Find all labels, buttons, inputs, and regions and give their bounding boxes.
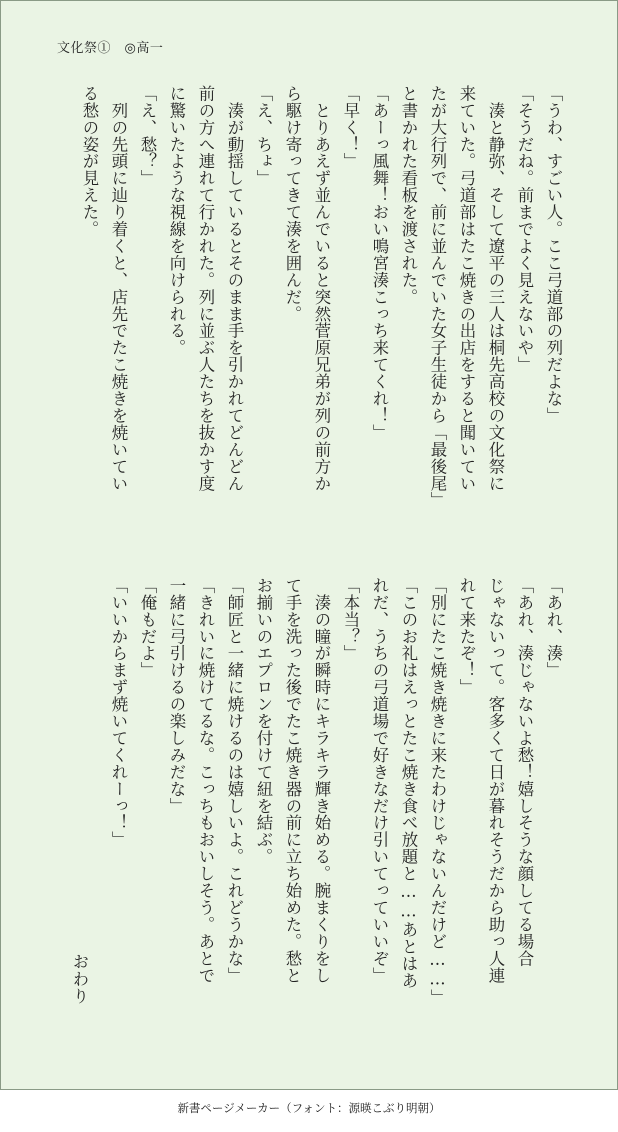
text-column: お揃いのエプロンを付けて紐を結ぶ。 [254, 577, 273, 866]
text-column: 「俺もだよ」 [138, 577, 157, 679]
text-column: 湊の瞳が瞬時にキラキラ輝き始める。腕まくりをし [312, 577, 331, 984]
text-column: 「師匠と一緒に焼けるのは嬉しいよ。これどうかな」 [225, 577, 244, 984]
text-column: 一緒に弓引けるの楽しみだな」 [167, 577, 186, 815]
text-column: 「早く！」 [341, 85, 360, 170]
text-column: 「うわ、すごい人。ここ弓道部の列だよな」 [544, 85, 563, 424]
text-column: 「別にたこ焼き焼きに来たわけじゃないんだけど……」 [428, 577, 447, 1006]
text-column: 「あーっ風舞！おい鳴宮湊こっち来てくれ！」 [370, 85, 389, 441]
page-header: 文化祭① ◎高一 [57, 41, 164, 56]
text-column: れて来たぞ！」 [457, 577, 476, 696]
text-column: とりあえず並んでいると突然菅原兄弟が列の前方か [312, 85, 331, 492]
text-column: ら駆け寄ってきて湊を囲んだ。 [283, 85, 302, 323]
ending-label: おわり [70, 953, 89, 1006]
text-column: 湊が動揺しているとそのまま手を引かれてどんどん [225, 85, 244, 492]
text-column: に驚いたような視線を向けられる。 [167, 85, 186, 357]
text-column: 来ていた。弓道部はたこ焼きの出店をすると聞いてい [457, 85, 476, 492]
text-column: 「あれ、湊じゃないよ愁！嬉しそうな顔してる場合 [515, 577, 534, 967]
text-column: 列の先頭に辿り着くと、店先でたこ焼きを焼いてい [109, 85, 128, 492]
text-column: 前の方へ連れて行かれた。列に並ぶ人たちを抜かす度 [196, 85, 215, 492]
text-column: 「きれいに焼けてるな。こっちもおいしそう。あとで [196, 577, 215, 984]
text-column: 「あれ、湊」 [544, 577, 563, 679]
text-column: る愁の姿が見えた。 [80, 85, 99, 238]
text-column: 「このお礼はえっとたこ焼き食べ放題と……あとはあ [399, 577, 418, 989]
text-column: 「本当？」 [341, 577, 360, 662]
text-column: 「そうだね。前までよく見えないや」 [515, 85, 534, 374]
text-column: て手を洗った後でたこ焼き器の前に立ち始めた。愁と [283, 577, 302, 984]
text-column: 湊と静弥、そして遼平の三人は桐先高校の文化祭に [486, 85, 505, 492]
text-column: と書かれた看板を渡された。 [399, 85, 418, 306]
text-column: じゃないって。客多くて日が暮れそうだから助っ人連 [486, 577, 505, 984]
text-column: 「いいからまず焼いてくれーっ！」 [109, 577, 128, 849]
text-column: 「え、ちょ」 [254, 85, 273, 187]
text-column: 「え、愁？」 [138, 85, 157, 187]
footer-credit: 新書ページメーカー（フォント：源暎こぶり明朝） [177, 1101, 441, 1115]
text-column: たが大行列で、前に並んでいた女子生徒から「最後尾」 [428, 85, 447, 509]
text-column: れだ、うちの弓道場で好きなだけ引いてっていいぞ」 [370, 577, 389, 984]
